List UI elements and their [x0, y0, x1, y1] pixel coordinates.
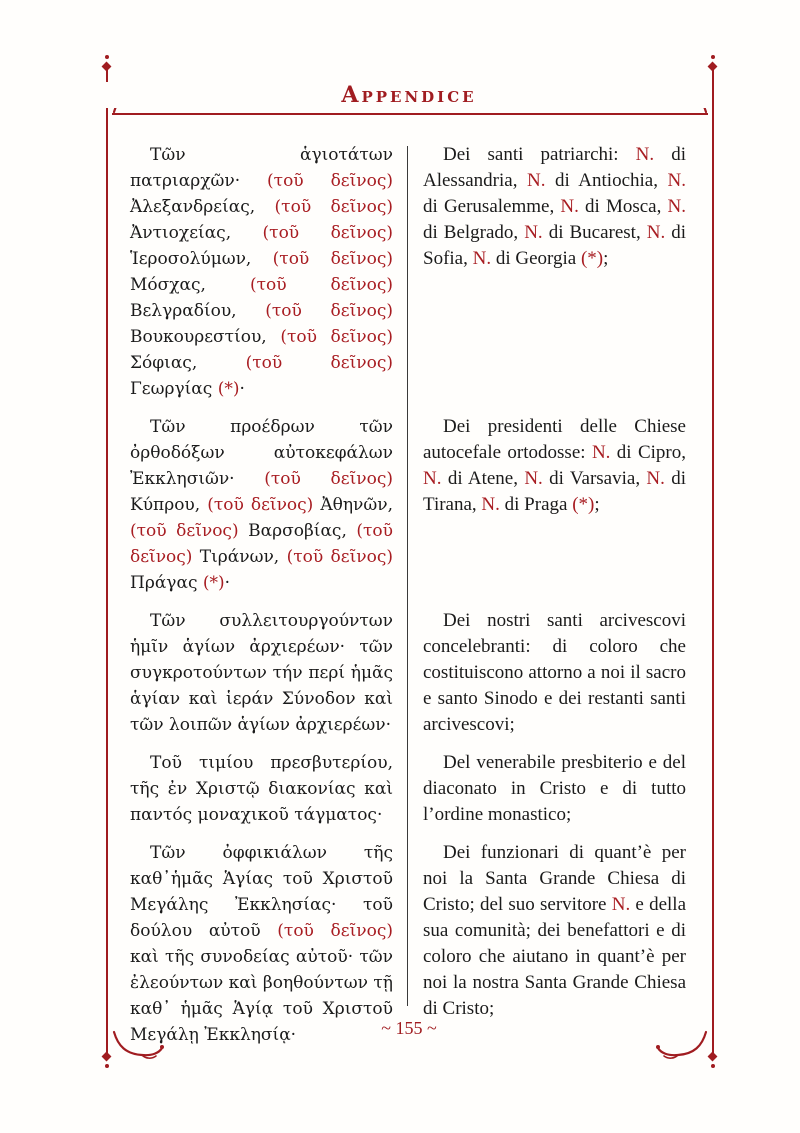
rubric-text: (τοῦ δεῖνος) [207, 495, 321, 515]
rubric-text: N. [667, 196, 686, 217]
rubric-text: N. [524, 468, 550, 489]
rubric-text: (*) [572, 494, 595, 515]
body-text: di Alessandria, [423, 144, 686, 191]
paragraph-row [130, 608, 686, 738]
body-text: Ἀθηνῶν, [320, 495, 393, 515]
body-text: di Belgrado, [423, 222, 525, 243]
rubric-text: N. [524, 222, 549, 243]
rubric-text: N. [667, 170, 686, 191]
greek-paragraph [130, 608, 393, 738]
body-text: Βαρσοβίας, [248, 521, 357, 541]
body-text: Βουκουρεστίου, [130, 327, 281, 347]
rubric-text: (τοῦ δεῖνος) [265, 301, 393, 321]
rubric-text: (*) [217, 379, 240, 399]
body-text: di Cipro, [616, 442, 686, 463]
body-text: · [224, 573, 231, 593]
header-rule [112, 113, 708, 115]
rubric-text: N. [646, 468, 672, 489]
body-text: di Atene, [447, 468, 525, 489]
rubric-text: N. [591, 442, 617, 463]
rubric-text: N. [611, 894, 636, 915]
body-text: Τῶν συλλειτουργούντων ἡμῖν ἁγίων ἀρχιερέων· τῶν συγκροτούντων τήν περί ἡμᾶς ἁγίαν καὶ ἱεράν Σύνοδον καὶ τῶν λοιπῶν ἁγίων ἀρχιερέων· [130, 611, 393, 735]
body-text: Dei presidenti delle Chiese autocefale ortodosse: [423, 416, 686, 463]
body-text: Dei santi patriarchi: [443, 144, 636, 165]
frame-dot-top-left [105, 55, 109, 59]
rubric-text: N. [472, 248, 496, 269]
frame-diamond-top-left [102, 62, 112, 72]
body-text: · [239, 379, 245, 399]
rubric-text: (τοῦ δεῖνος) [264, 469, 393, 489]
page-header-title [106, 82, 712, 108]
body-text: Dei funzionari di quant’è per noi la Santa Grande Chiesa di Cristo; del suo servitore [423, 842, 686, 915]
page-body [130, 142, 686, 1060]
rubric-text: N. [481, 494, 505, 515]
rubric-text: (τοῦ δεῖνος) [130, 521, 393, 567]
body-text: Ἀλεξανδρείας, [130, 197, 275, 217]
left-border-rule [106, 70, 108, 1054]
header-title-text: Appendice [327, 82, 490, 108]
body-text: di Georgia [495, 248, 581, 269]
italian-paragraph [423, 414, 686, 596]
body-text: Dei nostri santi arcivescovi concelebranti: di coloro che costituiscono attorno a noi il sacro e santo Sinodo e dei restanti santi arcivescovi; [423, 610, 686, 735]
greek-paragraph [130, 142, 393, 402]
body-text: Ἱεροσολύμων, [130, 249, 273, 269]
frame-diamond-top-right [708, 62, 718, 72]
body-text: Σόφιας, [130, 353, 246, 373]
rubric-text: N. [423, 468, 448, 489]
body-text: di Gerusalemme, [423, 196, 561, 217]
frame-dot-bottom-left [105, 1064, 109, 1068]
frame-dot-top-right [711, 55, 715, 59]
body-text: Ἀντιοχείας, [130, 223, 263, 243]
rubric-text: (τοῦ δεῖνος) [286, 547, 393, 567]
body-text: Τιράνων, [199, 547, 287, 567]
frame-dot-bottom-right [711, 1064, 715, 1068]
greek-paragraph [130, 840, 393, 1048]
right-border-rule [712, 70, 714, 1054]
page-number: ~ 155 ~ [381, 1018, 437, 1038]
rubric-text: N. [527, 170, 556, 191]
body-text: di Bucarest, [548, 222, 647, 243]
rubric-text: (*) [580, 248, 604, 269]
body-text: Τῶν ἁγιοτάτων πατριαρχῶν· [130, 145, 393, 191]
greek-paragraph [130, 414, 393, 596]
body-text: di Praga [504, 494, 573, 515]
paragraph-row [130, 414, 686, 596]
rubric-text: N. [635, 144, 672, 165]
rubric-text: (τοῦ δεῖνος) [274, 197, 393, 217]
body-text: Γεωργίας [130, 379, 218, 399]
rubric-text: (τοῦ δεῖνος) [249, 275, 393, 295]
italian-paragraph [423, 840, 686, 1048]
rubric-text: (τοῦ δεῖνος) [267, 171, 393, 191]
rubric-text: (τοῦ δεῖνος) [280, 327, 393, 347]
rubric-text: N. [646, 222, 672, 243]
rubric-text: (τοῦ δεῖνος) [130, 521, 249, 541]
body-text: di Antiochia, [555, 170, 668, 191]
body-text: Βελγραδίου, [130, 301, 266, 321]
body-text: di Varsavia, [549, 468, 647, 489]
paragraph-row [130, 142, 686, 402]
greek-paragraph [130, 750, 393, 828]
rubric-text: (τοῦ δεῖνος) [272, 249, 393, 269]
body-text: Τῶν προέδρων τῶν ὀρθοδόξων αὐτοκεφάλων Ἐκκλησιῶν· [130, 417, 393, 489]
body-text: Κύπρου, [130, 495, 208, 515]
rubric-text: (τοῦ δεῖνος) [262, 223, 393, 243]
frame-diamond-bottom-right [708, 1052, 718, 1062]
paragraph-row [130, 840, 686, 1048]
italian-paragraph [423, 142, 686, 402]
body-text: e della sua comunità; dei benefattori e di coloro che aiutano in quant’è per noi la nostra Santa Grande Chiesa di Cristo; [423, 894, 687, 1019]
paragraph-row [130, 750, 686, 828]
italian-paragraph [423, 608, 686, 738]
body-text: di Tirana, [423, 468, 686, 515]
body-text: Τῶν ὀφφικιάλων τῆς καθ᾽ἡμᾶς Ἁγίας τοῦ Χριστοῦ Μεγάλης Ἐκκλησίας· τοῦ δούλου αὐτοῦ [130, 843, 393, 941]
body-text: di Sofia, [423, 222, 686, 269]
rubric-text: (τοῦ δεῖνος) [277, 921, 393, 941]
body-text: Del venerabile presbiterio e del diaconato in Cristo e di tutto l’ordine monastico; [423, 752, 686, 825]
body-text: ; [594, 494, 600, 515]
rubric-text: (*) [202, 573, 225, 593]
body-text: Τοῦ τιμίου πρεσβυτερίου, τῆς ἐν Χριστῷ διακονίας καὶ παντός μοναχικοῦ τάγματος· [130, 753, 393, 825]
rubric-text: (τοῦ δεῖνος) [245, 353, 393, 373]
body-text: Πράγας [130, 573, 203, 593]
italian-paragraph [423, 750, 686, 828]
body-text: καὶ τῆς συνοδείας αὐτοῦ· τῶν ἐλεούντων καὶ βοηθούντων τῇ καθ᾽ ἡμᾶς Ἁγίᾳ τοῦ Χριστοῦ Μεγάλῃ Ἐκκλησίᾳ· [130, 947, 393, 1045]
rubric-text: N. [560, 196, 585, 217]
frame-diamond-bottom-left [102, 1052, 112, 1062]
body-text: Μόσχας, [130, 275, 250, 295]
body-text: di Mosca, [585, 196, 668, 217]
body-text: ; [603, 248, 609, 269]
